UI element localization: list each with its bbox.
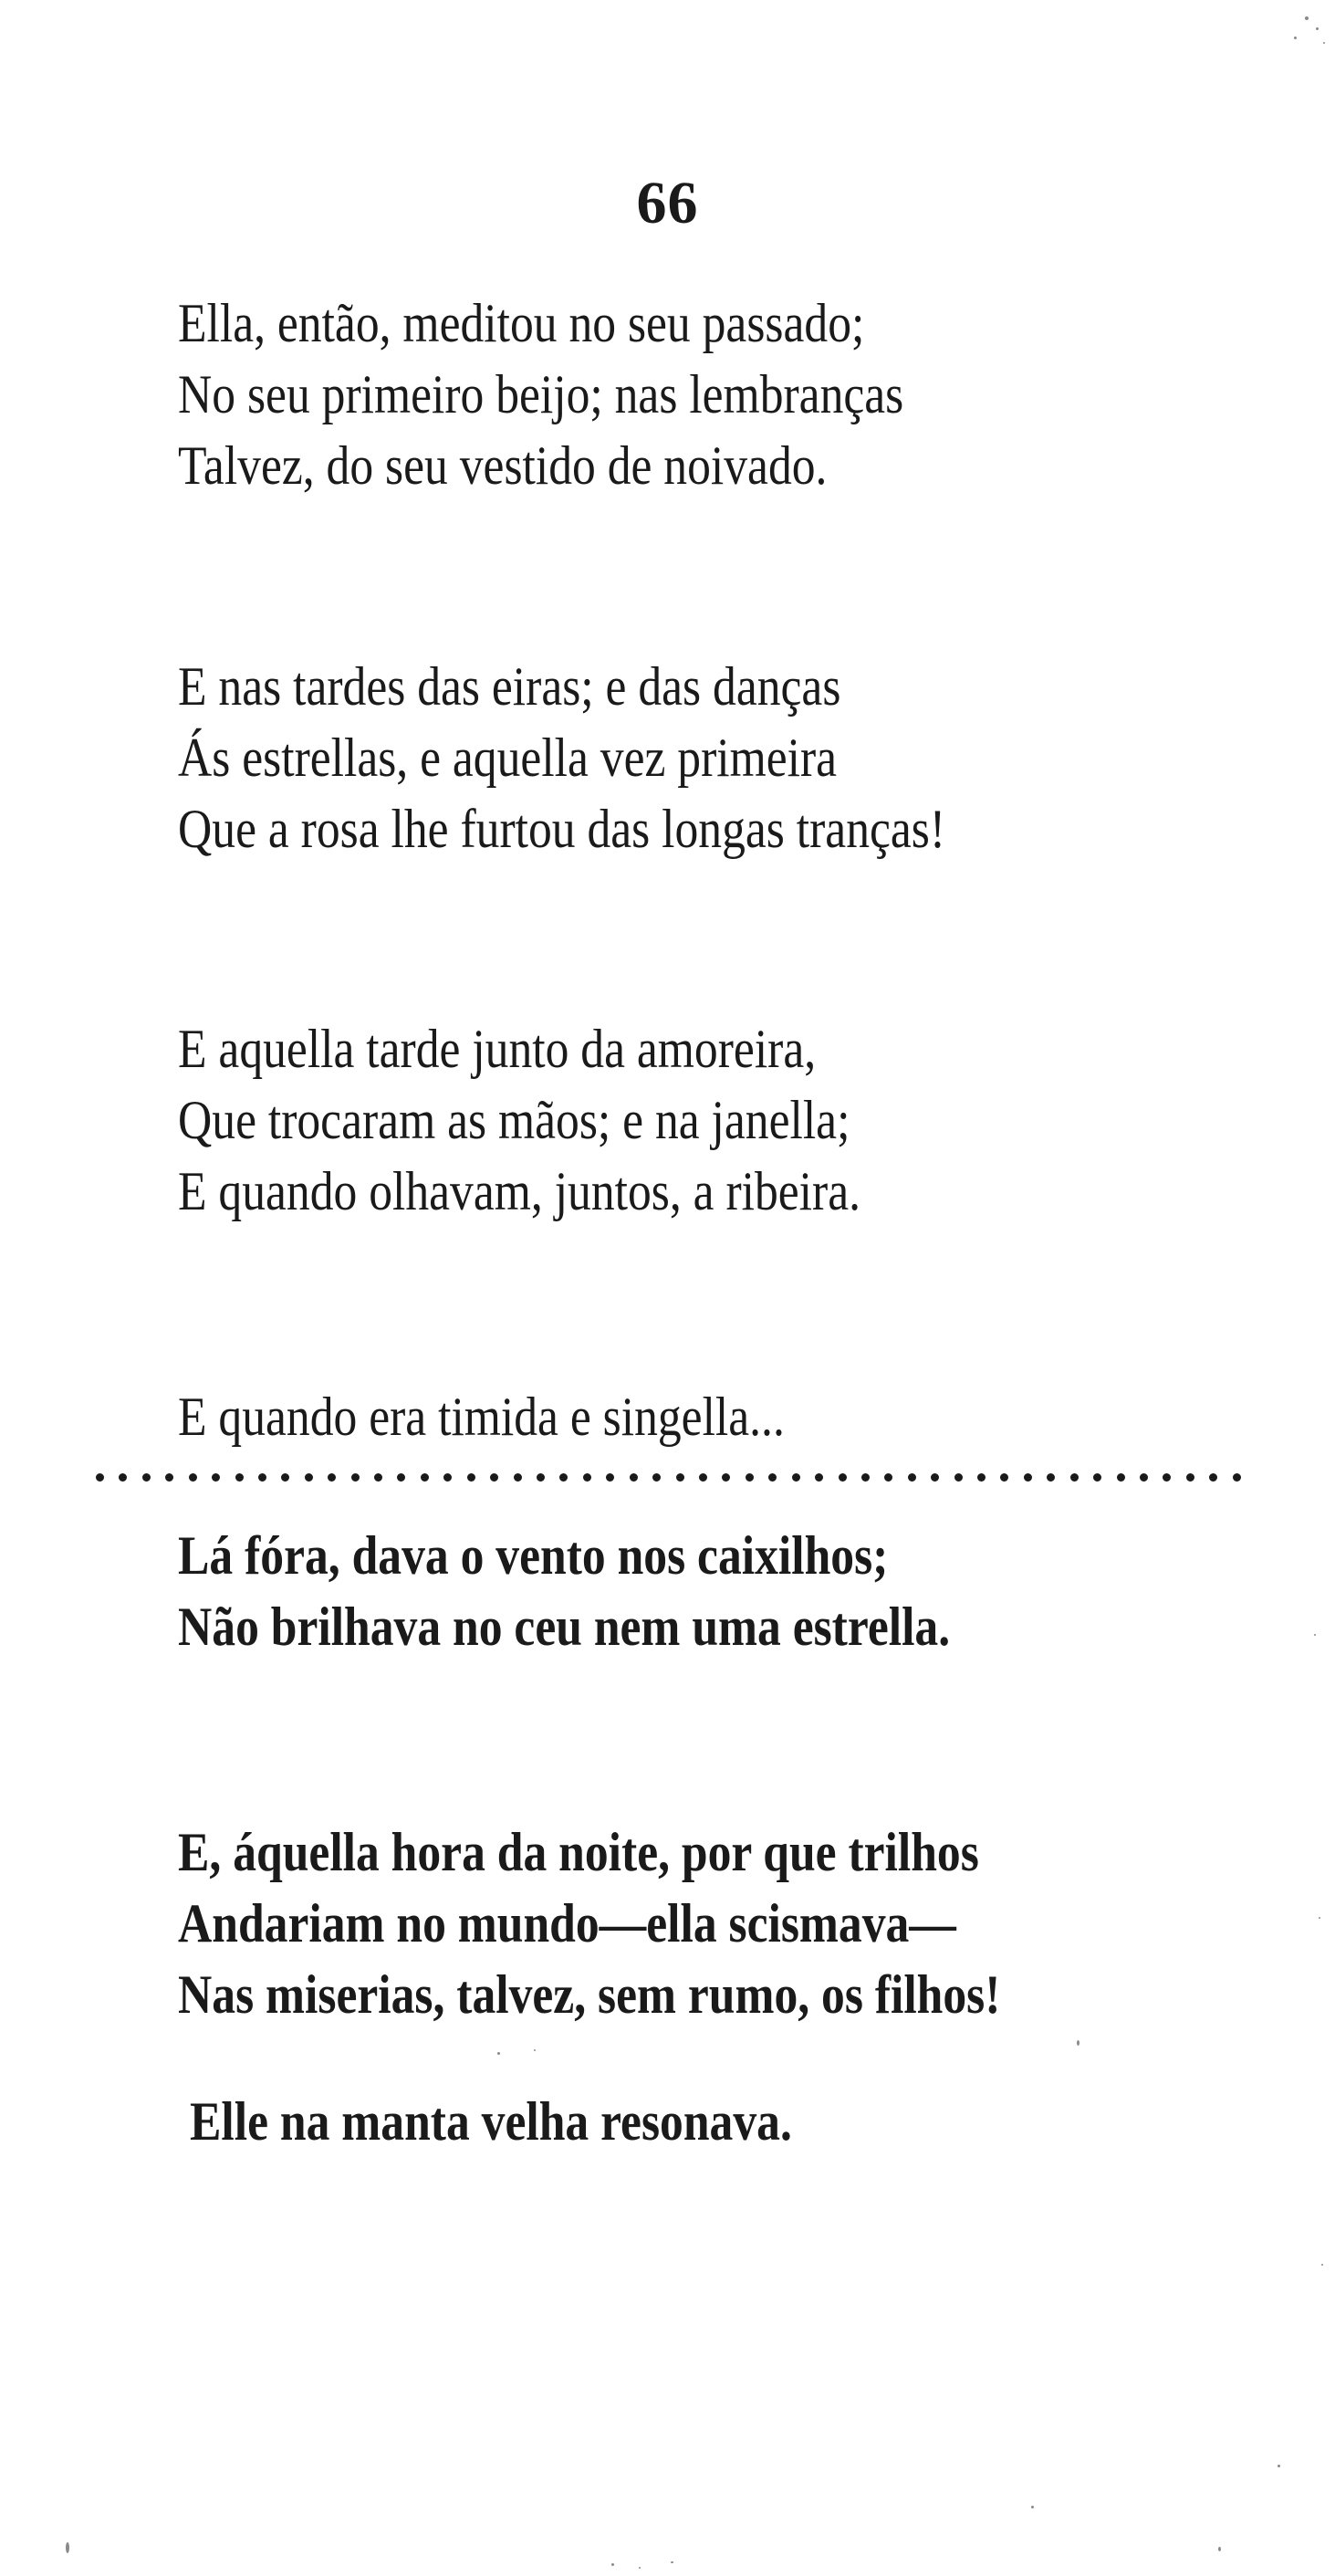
verse-line: Andariam no mundo—ella scismava— (178, 1893, 956, 1953)
separator-dot (676, 1473, 684, 1482)
separator-dot (699, 1473, 707, 1482)
scan-speck (1321, 2264, 1323, 2266)
separator-dot (861, 1473, 870, 1482)
verse-line: Nas miserias, talvez, sem rumo, os filhos! (178, 1964, 1001, 2025)
separator-dot (931, 1473, 939, 1482)
scan-speck (1316, 27, 1319, 30)
verse-line: Ella, então, meditou no seu passado; (178, 293, 865, 353)
scan-speck (534, 2049, 536, 2051)
separator-dot (374, 1473, 382, 1482)
separator-dot (977, 1473, 986, 1482)
separator-dot (839, 1473, 847, 1482)
separator-dot (815, 1473, 823, 1482)
stanza-7 (190, 2086, 1239, 2157)
scan-speck (639, 2567, 641, 2569)
separator-dot (1209, 1473, 1217, 1482)
scan-speck (1314, 1634, 1316, 1636)
scan-speck (1218, 2547, 1221, 2551)
scan-speck (1031, 2506, 1034, 2508)
verse-line: Que trocaram as mãos; e na janella; (178, 1090, 850, 1150)
separator-dot (884, 1473, 892, 1482)
separator-dot (514, 1473, 522, 1482)
stanza-3 (178, 1013, 1227, 1227)
separator-dot (746, 1473, 754, 1482)
scan-speck (1294, 37, 1297, 39)
scan-speck (1319, 1917, 1320, 1919)
separator-dot (305, 1473, 313, 1482)
separator-dot (165, 1473, 173, 1482)
verse-line: Lá fóra, dava o vento nos caixilhos; (178, 1525, 889, 1586)
verse-line: E aquella tarde junto da amoreira, (178, 1019, 817, 1079)
separator-dot (189, 1473, 197, 1482)
separator-dot (351, 1473, 360, 1482)
stanza-5 (178, 1520, 1227, 1662)
separator-dot (559, 1473, 568, 1482)
separator-dot (212, 1473, 220, 1482)
stanza-2 (178, 651, 1227, 864)
stanza-4 (178, 1381, 1227, 1452)
separator-dot (1140, 1473, 1148, 1482)
separator-dot (722, 1473, 730, 1482)
separator-dot (1186, 1473, 1194, 1482)
separator-dot (142, 1473, 151, 1482)
separator-dot (954, 1473, 963, 1482)
separator-dot (397, 1473, 405, 1482)
verse-line: Não brilhava no ceu nem uma estrella. (178, 1597, 951, 1657)
separator-dot (908, 1473, 916, 1482)
separator-dot (421, 1473, 429, 1482)
separator-dot (792, 1473, 800, 1482)
separator-dot (768, 1473, 777, 1482)
separator-dot (1070, 1473, 1079, 1482)
separator-dot (119, 1473, 127, 1482)
separator-dot (1000, 1473, 1008, 1482)
separator-dot (281, 1473, 289, 1482)
separator-dot (258, 1473, 266, 1482)
separator-dot (652, 1473, 661, 1482)
scan-speck (1323, 42, 1325, 44)
separator-dot (583, 1473, 591, 1482)
separator-dot (1093, 1473, 1101, 1482)
separator-dot (96, 1473, 104, 1482)
scan-speck (1278, 2465, 1280, 2467)
verse-line: E quando era timida e singella... (178, 1387, 785, 1447)
verse-line: E nas tardes das eiras; e das danças (178, 656, 841, 717)
stanza-1 (178, 288, 1227, 501)
scan-speck (671, 2561, 673, 2563)
separator-dot (1233, 1473, 1241, 1482)
scan-speck (1305, 16, 1309, 20)
verse-line: Talvez, do seu vestido de noivado. (178, 435, 828, 496)
separator-dot (1024, 1473, 1032, 1482)
page-number: 66 (636, 170, 699, 236)
verse-line: Que a rosa lhe furtou das longas tranças! (178, 799, 946, 859)
verse-line: E, áquella hora da noite, por que trilhos (178, 1822, 979, 1882)
separator-dot (1163, 1473, 1171, 1482)
verse-line: Ás estrellas, e aquella vez primeira (178, 728, 838, 788)
separator-dot (1047, 1473, 1055, 1482)
scan-speck (1077, 2040, 1079, 2046)
dotted-separator (96, 1468, 1241, 1486)
separator-dot (606, 1473, 614, 1482)
separator-dot (328, 1473, 336, 1482)
verse-line: E quando olhavam, juntos, a ribeira. (178, 1161, 860, 1221)
separator-dot (235, 1473, 244, 1482)
verse-line: No seu primeiro beijo; nas lembranças (178, 364, 904, 424)
separator-dot (537, 1473, 545, 1482)
separator-dot (630, 1473, 638, 1482)
separator-dot (467, 1473, 475, 1482)
separator-dot (443, 1473, 452, 1482)
verse-line: Elle na manta velha resonava. (190, 2091, 792, 2152)
stanza-6 (178, 1817, 1227, 2030)
separator-dot (490, 1473, 498, 1482)
separator-dot (1117, 1473, 1125, 1482)
scan-speck (66, 2542, 69, 2553)
scan-speck (497, 2052, 500, 2055)
scan-speck (611, 2563, 614, 2566)
